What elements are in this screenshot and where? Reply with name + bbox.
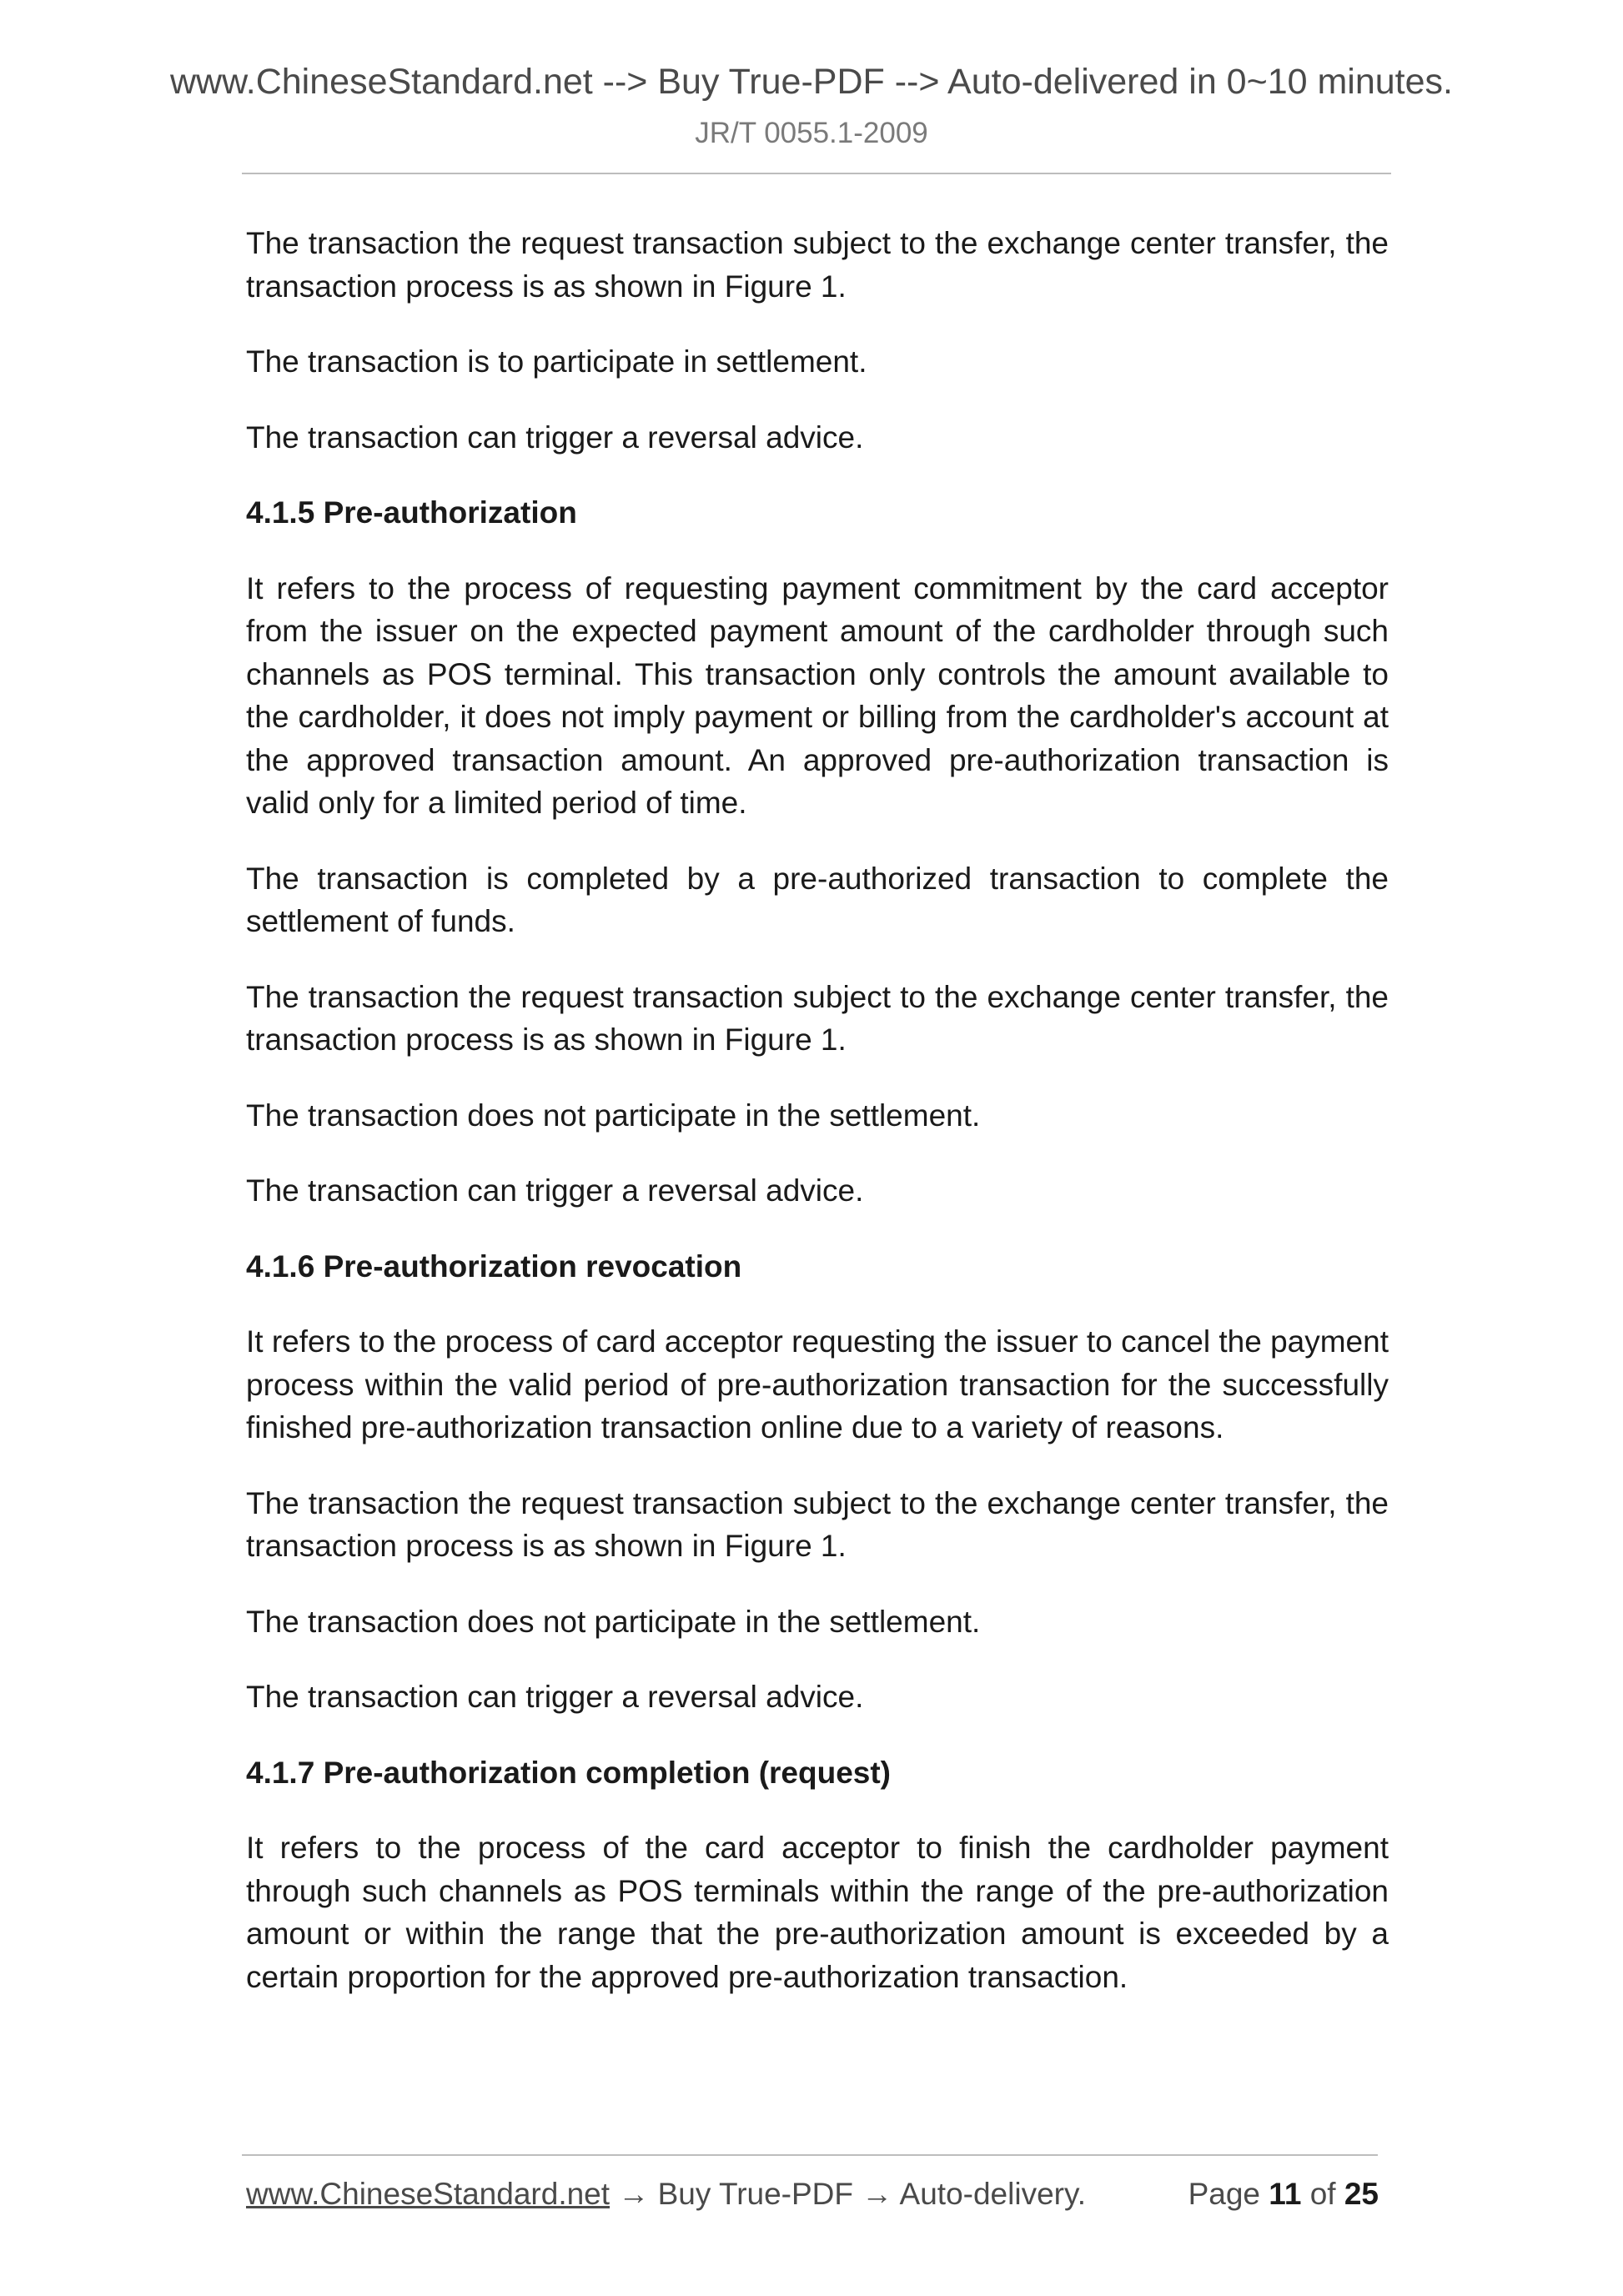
- paragraph: The transaction the request transaction subject to the exchange center transfer, the transaction process is as shown in Figure 1.: [246, 979, 1389, 1057]
- header-banner: www.ChineseStandard.net --> Buy True-PDF --> Auto-delivered in 0~10 minutes.: [169, 62, 1453, 102]
- document-body: [246, 222, 1389, 2031]
- arrow-right-icon: →: [618, 2177, 650, 2211]
- page-total: 25: [1344, 2177, 1379, 2211]
- section-heading-4-1-6: 4.1.6 Pre-authorization revocation: [246, 1248, 742, 1284]
- footer-delivery-text: Auto-delivery.: [899, 2177, 1087, 2211]
- footer-links: [246, 2177, 1086, 2212]
- paragraph: It refers to the process of requesting payment commitment by the card acceptor from the issuer on the expected payment amount of the cardholder through such channels as POS terminal. This transaction only controls the amount available to the cardholder, it does not imply payment or billing from the cardholder's account at the approved transaction amount. An approved pre-authorization transaction is valid only for a limited period of time.: [246, 570, 1389, 820]
- site-link[interactable]: www.ChineseStandard.net: [246, 2177, 611, 2211]
- paragraph: The transaction can trigger a reversal advice.: [246, 420, 864, 455]
- paragraph: It refers to the process of card acceptor requesting the issuer to cancel the payment process within the valid period of pre-authorization transaction for the successfully finished pre-authorization transaction online due to a variety of reasons.: [246, 1324, 1389, 1444]
- arrow-right-icon: →: [862, 2177, 893, 2211]
- page-label: Page: [1188, 2177, 1261, 2211]
- paragraph: The transaction can trigger a reversal advice.: [246, 1173, 864, 1208]
- footer-divider: [242, 2154, 1378, 2156]
- paragraph: The transaction can trigger a reversal advice.: [246, 1680, 864, 1714]
- page-of-label: of: [1309, 2177, 1336, 2211]
- paragraph: The transaction the request transaction subject to the exchange center transfer, the transaction process is as shown in Figure 1.: [246, 226, 1389, 304]
- section-heading-4-1-7: 4.1.7 Pre-authorization completion (request): [246, 1755, 892, 1790]
- page-current: 11: [1269, 2177, 1302, 2211]
- paragraph: The transaction does not participate in the settlement.: [246, 1604, 981, 1639]
- paragraph: The transaction is completed by a pre-authorized transaction to complete the settlement of funds.: [246, 861, 1389, 938]
- section-heading-4-1-5: 4.1.5 Pre-authorization: [246, 495, 577, 530]
- paragraph: The transaction does not participate in the settlement.: [246, 1098, 981, 1133]
- header-divider: [242, 173, 1391, 174]
- standard-number: JR/T 0055.1-2009: [695, 117, 928, 149]
- paragraph: It refers to the process of the card acceptor to finish the cardholder payment through such channels as POS terminals within the range of the pre-authorization amount or within the range that the pre-authorization amount is exceeded by a certain proportion for the approved pre-authorization transaction.: [246, 1831, 1389, 1994]
- page-number: [1188, 2177, 1379, 2212]
- paragraph: The transaction the request transaction subject to the exchange center transfer, the transaction process is as shown in Figure 1.: [246, 1485, 1389, 1563]
- paragraph: The transaction is to participate in settlement.: [246, 344, 867, 379]
- footer-buy-text: Buy True-PDF: [657, 2177, 854, 2211]
